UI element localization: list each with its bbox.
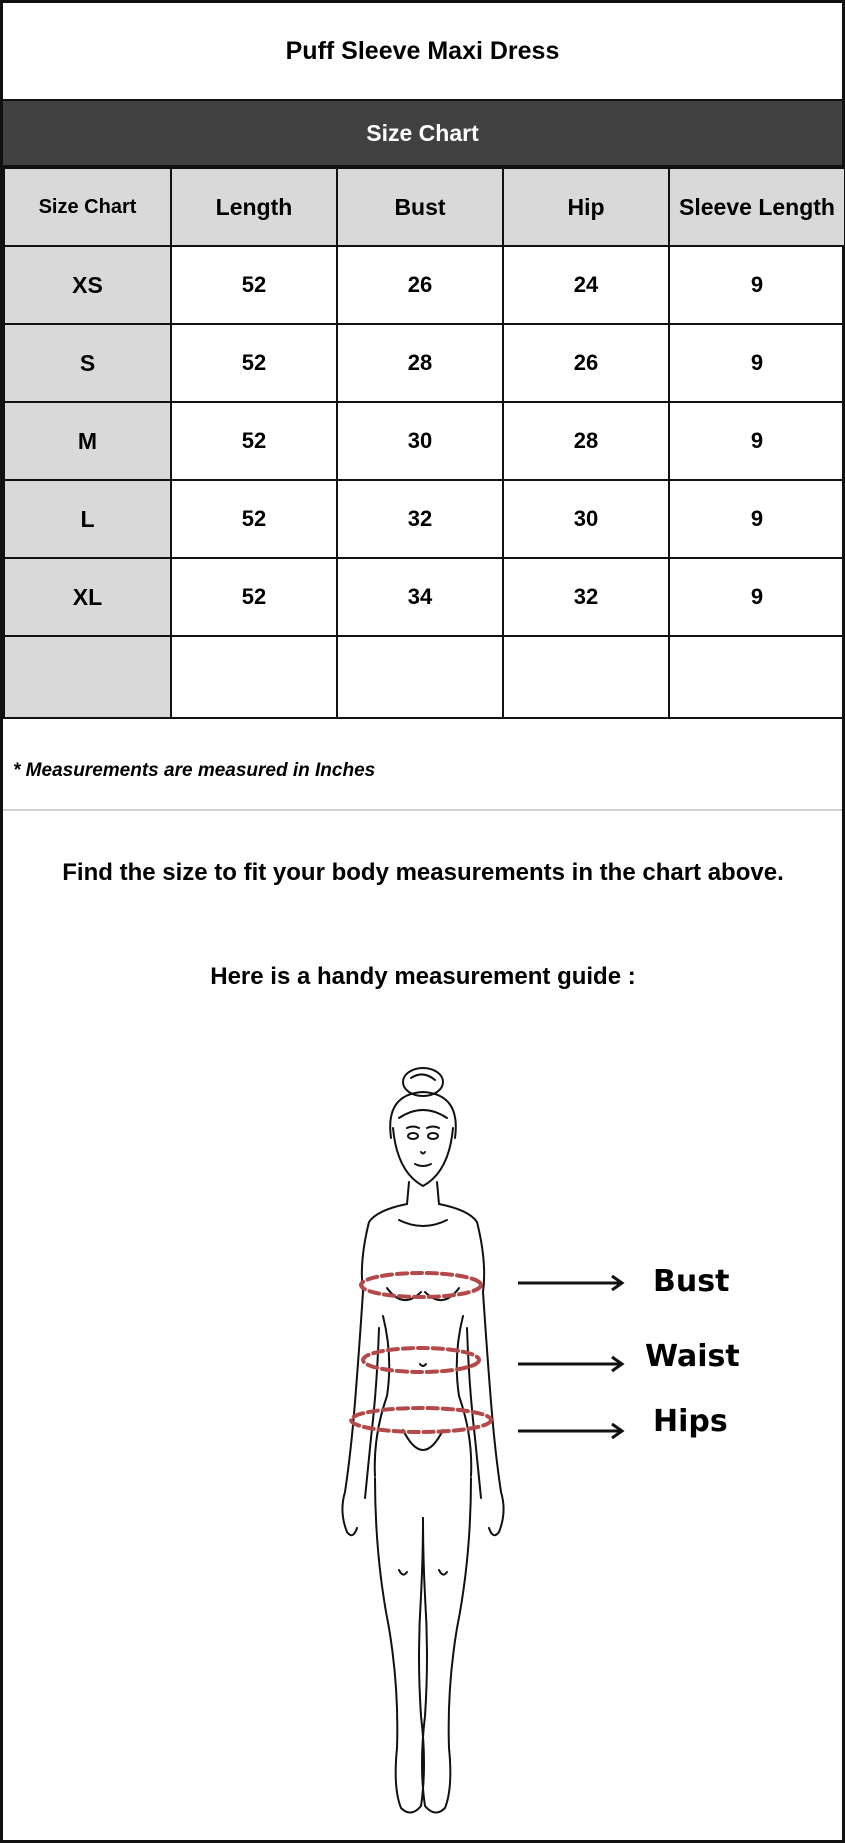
bust-cell: 34 (337, 558, 503, 636)
column-header-hip: Hip (503, 168, 669, 246)
length-cell: 52 (171, 324, 337, 402)
measurement-note: * Measurements are measured in Inches (13, 760, 376, 781)
size-chart-header: Size Chart (3, 99, 842, 167)
guide-intro: Find the size to fit your body measurements in the chart above. (62, 859, 784, 886)
body-figure-illustration (303, 1058, 543, 1818)
length-cell: 52 (171, 480, 337, 558)
table-row (4, 558, 845, 636)
empty-cell (503, 636, 669, 718)
sleeve-cell: 9 (669, 480, 845, 558)
product-title: Puff Sleeve Maxi Dress (285, 36, 560, 65)
sleeve-cell: 9 (669, 324, 845, 402)
table-row (4, 324, 845, 402)
column-header-length: Length (171, 168, 337, 246)
waist-label: Waist (645, 1339, 740, 1374)
bust-arrow-icon (516, 1273, 626, 1293)
bust-label: Bust (653, 1264, 730, 1299)
column-header-size: Size Chart (4, 168, 171, 246)
table-row (4, 402, 845, 480)
empty-cell (337, 636, 503, 718)
sleeve-cell: 9 (669, 558, 845, 636)
empty-cell (669, 636, 845, 718)
hip-cell: 28 (503, 402, 669, 480)
length-cell: 52 (171, 558, 337, 636)
hip-cell: 32 (503, 558, 669, 636)
bust-cell: 26 (337, 246, 503, 324)
hip-cell: 30 (503, 480, 669, 558)
size-cell: S (4, 324, 171, 402)
column-header-bust: Bust (337, 168, 503, 246)
table-row (4, 480, 845, 558)
column-header-sleeve-length: Sleeve Length (669, 168, 845, 246)
table-header-row (4, 168, 845, 246)
size-cell: XS (4, 246, 171, 324)
guide-subtitle: Here is a handy measurement guide : (210, 963, 636, 990)
empty-table-row (4, 636, 845, 718)
bust-cell: 32 (337, 480, 503, 558)
bust-cell: 28 (337, 324, 503, 402)
hips-arrow-icon (516, 1421, 626, 1441)
hip-cell: 24 (503, 246, 669, 324)
section-divider (3, 809, 842, 811)
hip-cell: 26 (503, 324, 669, 402)
length-cell: 52 (171, 402, 337, 480)
hips-label: Hips (653, 1404, 728, 1439)
length-cell: 52 (171, 246, 337, 324)
bust-cell: 30 (337, 402, 503, 480)
size-cell: XL (4, 558, 171, 636)
table-row (4, 246, 845, 324)
empty-cell (171, 636, 337, 718)
size-cell: M (4, 402, 171, 480)
empty-size-cell (4, 636, 171, 718)
size-cell: L (4, 480, 171, 558)
waist-arrow-icon (516, 1354, 626, 1374)
sleeve-cell: 9 (669, 246, 845, 324)
sleeve-cell: 9 (669, 402, 845, 480)
size-chart-table (3, 167, 845, 719)
